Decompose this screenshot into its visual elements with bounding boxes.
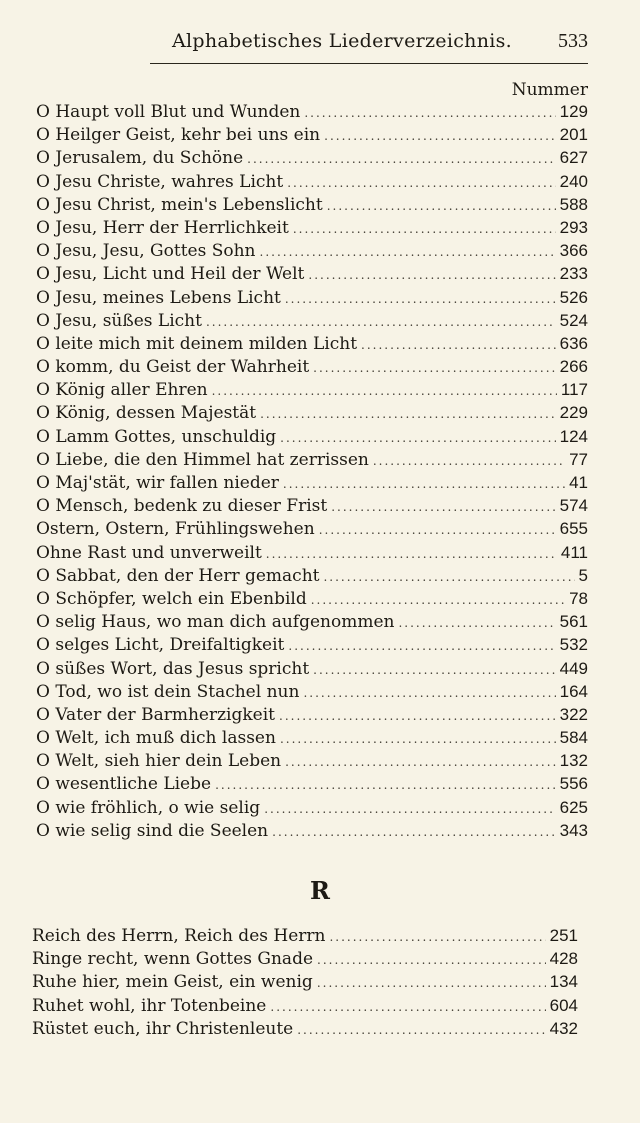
leader-dots bbox=[280, 431, 555, 445]
hymn-number: 526 bbox=[559, 287, 588, 307]
list-item bbox=[36, 427, 588, 450]
hymn-number: 432 bbox=[549, 1018, 578, 1038]
leader-dots bbox=[313, 361, 555, 375]
list-item bbox=[36, 288, 588, 311]
leader-dots bbox=[303, 686, 555, 700]
leader-dots bbox=[206, 315, 556, 329]
hymn-number: 5 bbox=[578, 565, 588, 585]
leader-dots bbox=[283, 477, 565, 491]
list-item bbox=[32, 972, 578, 995]
hymn-number: 229 bbox=[559, 403, 588, 423]
hymn-title: O selig Haus, wo man dich aufgenommen bbox=[36, 612, 395, 633]
hymn-title: O Schöpfer, welch ein Ebenbild bbox=[36, 588, 307, 609]
running-title: Alphabetisches Liederverzeichnis. bbox=[172, 30, 513, 52]
hymn-title: O Tod, wo ist dein Stachel nun bbox=[36, 681, 300, 702]
list-item bbox=[36, 496, 588, 519]
hymn-title: O Jesu, meines Lebens Licht bbox=[36, 287, 281, 308]
hymn-number: 164 bbox=[559, 681, 588, 701]
hymn-list-o bbox=[36, 102, 588, 844]
list-item bbox=[36, 682, 588, 705]
hymn-title: Ohne Rast und unverweilt bbox=[36, 542, 262, 563]
hymn-title: O Heilger Geist, kehr bei uns ein bbox=[36, 125, 321, 146]
hymn-number: 78 bbox=[569, 588, 588, 608]
hymn-number: 524 bbox=[559, 310, 588, 330]
hymn-number: 532 bbox=[559, 635, 588, 655]
hymn-title: O Mensch, bedenk zu dieser Frist bbox=[36, 496, 328, 517]
leader-dots bbox=[260, 245, 556, 259]
page-number: 533 bbox=[558, 30, 588, 52]
hymn-title: O Jesu Christe, wahres Licht bbox=[36, 171, 284, 192]
leader-dots bbox=[313, 663, 555, 677]
hymn-number: 41 bbox=[569, 473, 588, 492]
leader-dots bbox=[212, 384, 557, 398]
leader-dots bbox=[215, 778, 556, 792]
hymn-number: 117 bbox=[560, 380, 588, 400]
hymn-number: 574 bbox=[559, 496, 588, 516]
hymn-title: O Jerusalem, du Schöne bbox=[36, 148, 244, 169]
hymn-title: Ringe recht, wenn Gottes Gnade bbox=[32, 949, 314, 970]
hymn-title: O Maj'stät, wir fallen nieder bbox=[36, 473, 279, 493]
list-item bbox=[36, 566, 588, 589]
list-item bbox=[36, 659, 588, 682]
hymn-title: Ruhet wohl, ihr Totenbeine bbox=[32, 995, 267, 1016]
header-rule bbox=[150, 63, 588, 64]
leader-dots bbox=[398, 616, 555, 630]
hymn-title: O König aller Ehren bbox=[36, 380, 208, 401]
leader-dots bbox=[270, 1000, 545, 1014]
list-item bbox=[36, 195, 588, 218]
hymn-title: Rüstet euch, ihr Christenleute bbox=[32, 1018, 294, 1039]
leader-dots bbox=[260, 407, 556, 421]
list-item bbox=[36, 334, 588, 357]
hymn-title: O Jesu Christ, mein's Lebenslicht bbox=[36, 194, 323, 215]
list-item bbox=[36, 125, 588, 148]
hymn-title: O Haupt voll Blut und Wunden bbox=[36, 102, 301, 122]
hymn-title: O Jesu, süßes Licht bbox=[36, 310, 202, 331]
leader-dots bbox=[297, 1023, 545, 1037]
hymn-title: O selges Licht, Dreifaltigkeit bbox=[36, 635, 285, 656]
list-item bbox=[36, 403, 588, 426]
hymn-title: O Lamm Gottes, unschuldig bbox=[36, 426, 277, 447]
list-item bbox=[32, 949, 578, 972]
hymn-number: 561 bbox=[559, 612, 588, 632]
leader-dots bbox=[293, 222, 556, 236]
hymn-number: 604 bbox=[549, 995, 578, 1015]
list-item bbox=[36, 728, 588, 751]
leader-dots bbox=[331, 500, 555, 514]
hymn-number: 428 bbox=[549, 949, 578, 969]
hymn-number: 449 bbox=[559, 658, 588, 678]
list-item bbox=[36, 543, 588, 566]
hymn-title: O Welt, ich muß dich lassen bbox=[36, 728, 276, 749]
leader-dots bbox=[361, 338, 556, 352]
hymn-title: O Sabbat, den der Herr gemacht bbox=[36, 565, 320, 586]
leader-dots bbox=[280, 732, 556, 746]
hymn-number: 636 bbox=[559, 333, 588, 353]
list-item bbox=[36, 172, 588, 195]
hymn-title: Reich des Herrn, Reich des Herrn bbox=[32, 926, 326, 946]
hymn-number: 134 bbox=[549, 972, 578, 992]
list-item bbox=[36, 751, 588, 774]
hymn-number: 322 bbox=[559, 704, 588, 724]
hymn-number: 240 bbox=[559, 171, 588, 191]
hymn-number: 293 bbox=[559, 217, 588, 237]
list-item bbox=[36, 589, 588, 612]
hymn-number: 266 bbox=[559, 357, 588, 377]
hymn-title: O komm, du Geist der Wahrheit bbox=[36, 357, 310, 378]
hymn-number: 129 bbox=[559, 102, 588, 121]
leader-dots bbox=[304, 106, 555, 120]
list-item bbox=[32, 996, 578, 1019]
leader-dots bbox=[311, 593, 565, 607]
leader-dots bbox=[319, 523, 556, 537]
hymn-title: O Vater der Barmherzigkeit bbox=[36, 704, 276, 725]
hymn-number: 588 bbox=[559, 194, 588, 214]
leader-dots bbox=[264, 802, 555, 816]
hymn-number: 627 bbox=[559, 148, 588, 168]
hymn-number: 625 bbox=[559, 797, 588, 817]
hymn-number: 233 bbox=[559, 264, 588, 284]
hymn-title: O leite mich mit deinem milden Licht bbox=[36, 333, 358, 354]
leader-dots bbox=[266, 547, 557, 561]
hymn-title: O Welt, sieh hier dein Leben bbox=[36, 751, 282, 772]
hymn-title: Ruhe hier, mein Geist, ein wenig bbox=[32, 972, 313, 993]
hymn-number: 556 bbox=[559, 774, 588, 794]
list-item bbox=[36, 774, 588, 797]
hymn-title: O wie fröhlich, o wie selig bbox=[36, 797, 261, 818]
list-item bbox=[36, 102, 588, 125]
list-item bbox=[36, 473, 588, 496]
list-item bbox=[36, 519, 588, 542]
list-item bbox=[36, 241, 588, 264]
hymn-title: O König, dessen Majestät bbox=[36, 403, 257, 424]
hymn-number: 201 bbox=[559, 125, 588, 145]
hymn-list-r bbox=[32, 926, 578, 1042]
list-item bbox=[36, 218, 588, 241]
hymn-number: 124 bbox=[559, 426, 588, 446]
section-letter: R bbox=[310, 876, 330, 905]
hymn-title: Ostern, Ostern, Frühlingswehen bbox=[36, 519, 315, 540]
list-item bbox=[36, 635, 588, 658]
hymn-number: 132 bbox=[559, 751, 588, 771]
list-item bbox=[32, 926, 578, 949]
leader-dots bbox=[288, 639, 555, 653]
hymn-title: O wesentliche Liebe bbox=[36, 774, 212, 795]
hymn-number: 343 bbox=[559, 820, 588, 840]
hymn-number: 366 bbox=[559, 241, 588, 261]
list-item bbox=[36, 311, 588, 334]
leader-dots bbox=[317, 953, 546, 967]
leader-dots bbox=[272, 825, 555, 839]
hymn-number: 251 bbox=[549, 926, 578, 945]
hymn-number: 655 bbox=[559, 519, 588, 539]
list-item bbox=[36, 264, 588, 287]
hymn-title: O wie selig sind die Seelen bbox=[36, 820, 269, 841]
hymn-number: 77 bbox=[569, 449, 588, 469]
leader-dots bbox=[279, 709, 556, 723]
leader-dots bbox=[323, 570, 574, 584]
leader-dots bbox=[329, 930, 545, 944]
list-item bbox=[36, 821, 588, 844]
hymn-title: O Liebe, die den Himmel hat zerrissen bbox=[36, 449, 369, 470]
list-item bbox=[36, 705, 588, 728]
leader-dots bbox=[247, 152, 555, 166]
list-item bbox=[36, 798, 588, 821]
page-header bbox=[150, 30, 588, 56]
leader-dots bbox=[285, 292, 556, 306]
leader-dots bbox=[324, 129, 556, 143]
leader-dots bbox=[287, 176, 555, 190]
hymn-number: 584 bbox=[559, 728, 588, 748]
leader-dots bbox=[308, 268, 555, 282]
hymn-title: O süßes Wort, das Jesus spricht bbox=[36, 658, 310, 679]
list-item bbox=[36, 380, 588, 403]
leader-dots bbox=[327, 199, 556, 213]
leader-dots bbox=[373, 454, 565, 468]
hymn-number: 411 bbox=[560, 542, 588, 562]
leader-dots bbox=[285, 755, 556, 769]
list-item bbox=[36, 612, 588, 635]
hymn-title: O Jesu, Licht und Heil der Welt bbox=[36, 264, 305, 285]
list-item bbox=[32, 1019, 578, 1042]
list-item bbox=[36, 148, 588, 171]
hymn-title: O Jesu, Jesu, Gottes Sohn bbox=[36, 241, 256, 262]
column-heading-number: Nummer bbox=[511, 80, 588, 100]
leader-dots bbox=[317, 976, 546, 990]
list-item bbox=[36, 357, 588, 380]
list-item bbox=[36, 450, 588, 473]
hymn-title: O Jesu, Herr der Herrlichkeit bbox=[36, 217, 289, 238]
